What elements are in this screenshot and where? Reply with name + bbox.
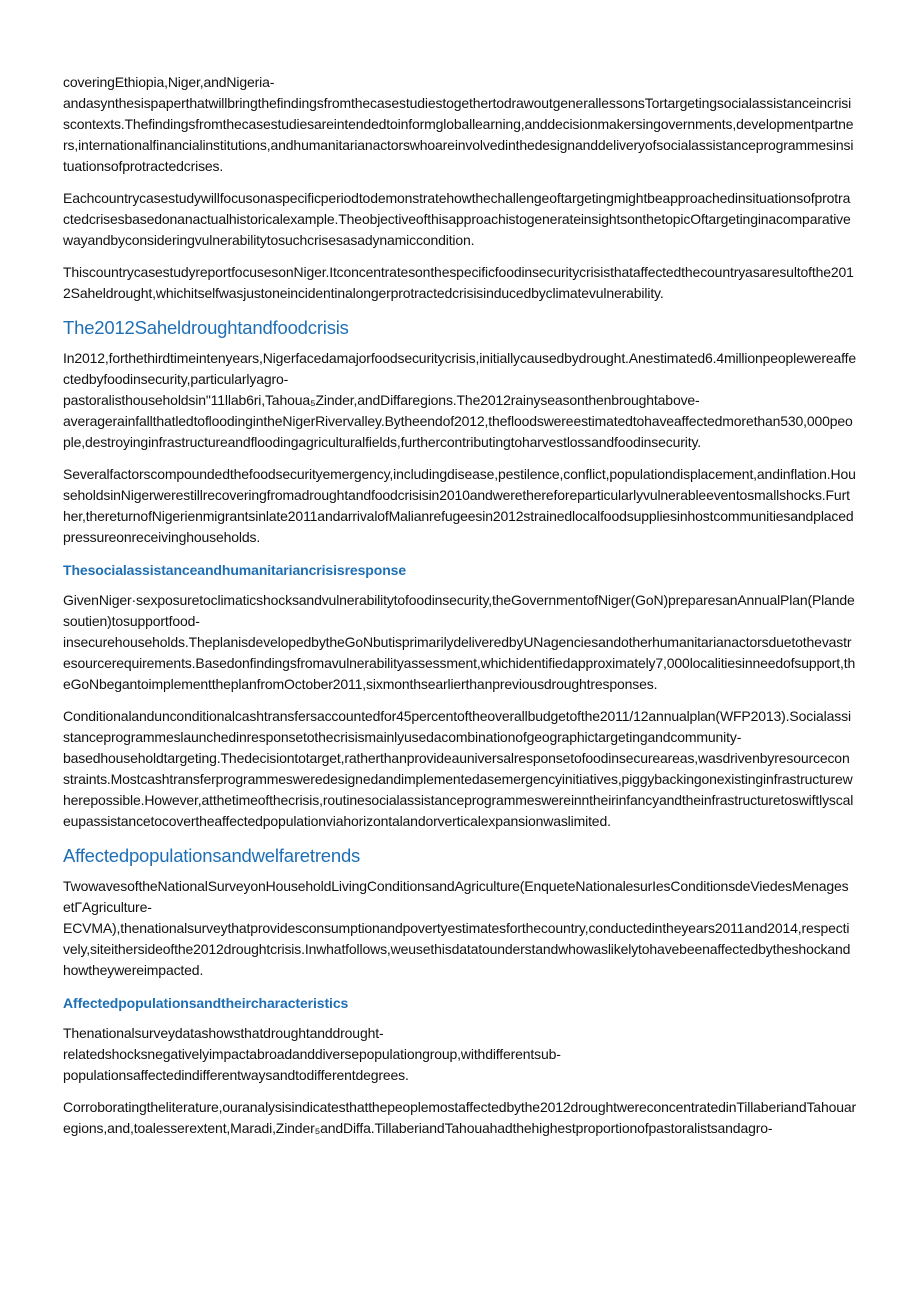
section-heading-drought: The2012Saheldroughtandfoodcrisis <box>63 317 349 338</box>
drought-paragraph-1: In2012,forthethirdtimeintenyears,Nigerfacedamajorfoodsecuritycrisis,initiallycausedbydrought.Anestimated6.4millionpeoplewereaffectedbyfoodinsecurity,particularlyagro- pastoralisthouseholdsin"11llab6ri,Tahoua₅Zinder,andDiffaregions.The2012rainyseasonthenbroughtabove- averagerainfallthatledtofloodingintheNigerRivervalley.Bytheendof2012,thefloodswereestimatedtohaveaffectedmorethan530,000people,destroyinginfrastructureandfloodingagriculturalfields,furthercontributingtoharvestlossandfoodinsecurity. <box>63 350 856 450</box>
subsection-heading-response: Thesocialassistanceandhumanitariancrisisresponse <box>63 562 407 578</box>
affected-paragraph-1: TwowavesoftheNationalSurveyonHouseholdLivingConditionsandAgriculture(EnqueteNationalesurIesConditionsdeViedesMenagesetΓAgriculture- ECVMA),thenationalsurveythatprovidesconsumptionandpovertyestimatesforthecountry,conductedintheyears2011and2014,respectively,siteithersideofthe2012droughtcrisis.Inwhatfollows,weusethisdatatounderstandwhowaslikelytohavebeenaffectedbytheshockandhowtheywereimpacted. <box>63 878 851 978</box>
drought-paragraph-2: Severalfactorscompoundedthefoodsecurityemergency,includingdisease,pestilence,conflict,populationdisplacement,andinflation.HouseholdsinNigerwerestillrecoveringfromadroughtandfoodcrisisin2010andwerethereforeparticularlyvulnerableeventosmallshocks.Further,thereturnofNigerienmigrantsinlate2011andarrivalofMalianrefugeesin2012strainedlocalfoodsuppliesinhostcommunitiesandplacedpressureonreceivinghouseholds. <box>63 466 856 545</box>
section-heading-affected: Affectedpopulationsandwelfaretrends <box>63 845 361 866</box>
intro-paragraph-3: ThiscountrycasestudyreportfocusesonNiger.Itconcentratesonthespecificfoodinsecuritycrisisthataffectedthecountryasaresultofthe2012Saheldrought,whichitselfwasjustoneincidentinalongerprotractedcrisisinducedbyclimatevulnerability. <box>63 264 854 301</box>
intro-paragraph-1: coveringEthiopia,Niger,andNigeria- andasynthesispaperthatwillbringthefindingsfromthecasestudiestogethertodrawoutgenerallessonsTortargetingsocialassistanceincrisiscontexts.Thefindingsfromthecasestudiesareintendedtoinformgloballearning,anddecisionmakersingovernments,developmentpartners,internationalfinancialinstitutions,andhumanitarianactorswhoareinvolvedinthedesignanddeliveryofsocialassistanceprogrammesinsituationsofprotractedcrises. <box>63 74 854 174</box>
characteristics-paragraph-2: Corroboratingtheliterature,ouranalysisindicatesthatthepeoplemostaffectedbythe2012droughtwereconcentratedinTillaberiandTahouaregions,and,toalesserextent,Maradi,Zinder₅andDiffa.TillaberiandTahouahadthehighestproportionofpastoralistsandagro- <box>63 1099 856 1136</box>
intro-paragraph-2: Eachcountrycasestudywillfocusonaspecificperiodtodemonstratehowthechallengeoftargetingmightbeapproachedinsituationsofprotractedcrisesbasedonanactualhistoricalexample.TheobjectiveofthisapproachistogenerateinsightsonthetopicOftargetinginacomparativewayandbyconsideringvulnerabilitytosuchcrisesasadynamiccondition. <box>63 190 851 248</box>
response-paragraph-2: Conditionalandunconditionalcashtransfersaccountedfor45percentoftheoverallbudgetofthe2011/12annualplan(WFP2013).Socialassistanceprogrammeslaunchedinresponsetothecrisismainlyusedacombinationofgeographictargetingandcommunity- basedhouseholdtargeting.Thedecisiontotarget,ratherthanprovideauniversalresponsetofoodinsecureareas,wasdrivenbyresourceconstraints.Mostcashtransferprogrammesweredesignedandimplementedasemergencyinitiatives,piggybackingonexistinginfrastructurewherepossible.However,atthetimeofthecrisis,routinesocialassistanceprogrammeswereinntheirinfancyandtheinfrastructuretoswiftlyscaleupassistancetocovertheaffectedpopulationviahorizontalandorverticalexpansionwaslimited. <box>63 708 854 829</box>
response-paragraph-1: GivenNiger·sexposuretoclimaticshocksandvulnerabilitytofoodinsecurity,theGovernmentofNiger(GoN)preparesanAnnualPlan(Plandesoutien)tosupportfood- insecurehouseholds.TheplanisdevelopedbytheGoNbutisprimarilydeliveredbyUNagenciesandotherhumanitarianactorsduetothevastresourcerequirements.Basedonfindingsfromavulnerabilityassessment,whichidentifiedapproximately7,000localitiesinneedofsupport,theGoNbegantoimplementtheplanfromOctober2011,sixmonthsearlierthanpreviousdroughtresponses. <box>63 592 856 692</box>
characteristics-paragraph-1: Thenationalsurveydatashowsthatdroughtanddrought- relatedshocksnegativelyimpactabroadanddiversepopulationgroup,withdifferentsub- populationsaffectedindifferentwaysandtodifferentdegrees. <box>63 1025 561 1083</box>
subsection-heading-characteristics: Affectedpopulationsandtheircharacteristics <box>63 995 349 1011</box>
